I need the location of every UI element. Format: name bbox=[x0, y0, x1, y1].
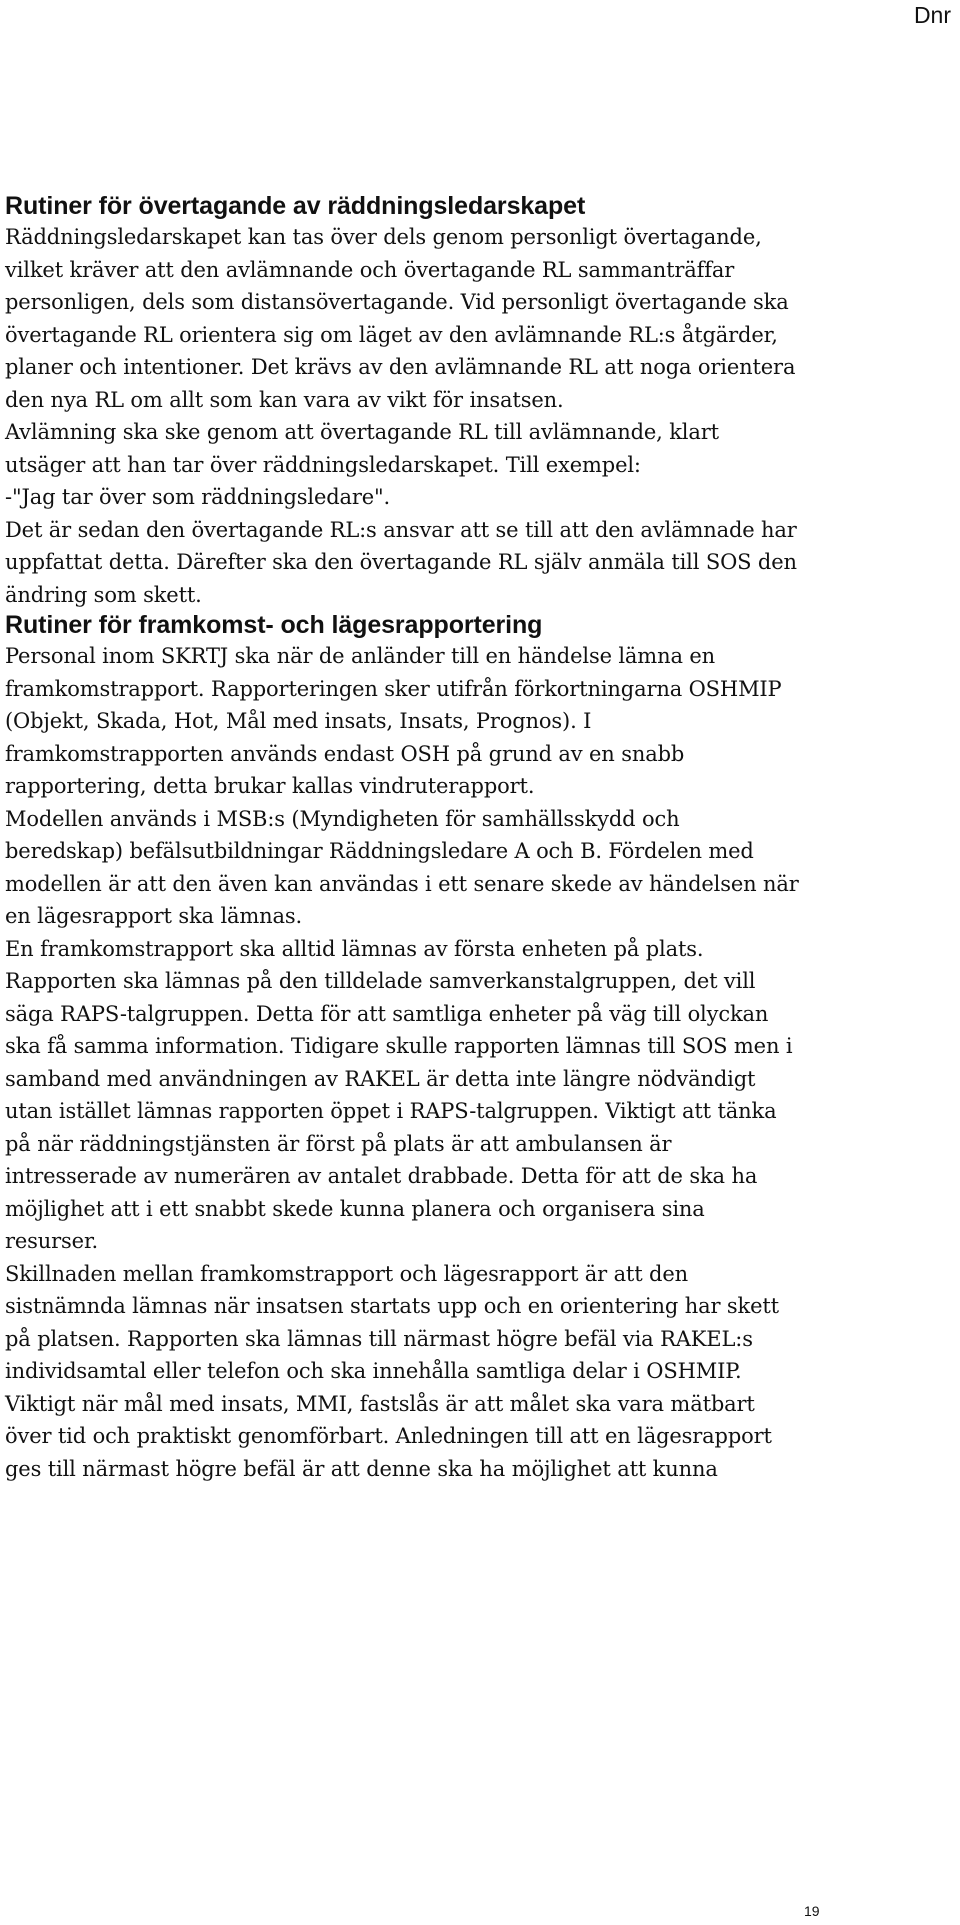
paragraph: Räddningsledarskapet kan tas över dels genom personligt övertagande, vilket kräver att den avlämnande och övertagande RL sammanträffar personligen, dels som distansövertagande. Vid personligt övertagande ska övertagande RL orientera sig om läget av den avlämnande RL:s åtgärder, planer och intentioner. Det krävs av den avlämnande RL att noga orientera den nya RL om allt som kan vara av vikt för insatsen. bbox=[5, 225, 796, 412]
paragraph: Avlämning ska ske genom att övertagande RL till avlämnande, klart utsäger att han tar över räddningsledarskapet. Till exempel: -"Jag tar över som räddningsledare". Det är sedan den övertagande RL:s ansvar att se till att den avlämnade har uppfattat detta. Därefter ska den övertagande RL själv anmäla till SOS den ändring som skett. bbox=[5, 420, 797, 607]
paragraph: Modellen används i MSB:s (Myndigheten för samhällsskydd och beredskap) befälsutbildningar Räddningsledare A och B. Fördelen med modellen är att den även kan användas i ett senare skede av händelsen när en lägesrapport ska lämnas. bbox=[5, 806, 799, 928]
document-body bbox=[5, 192, 957, 1485]
page-number: 19 bbox=[804, 1903, 820, 1919]
section-heading-framkomst: Rutiner för framkomst- och lägesrapportering bbox=[5, 611, 543, 639]
paragraph: Personal inom SKRTJ ska när de anländer till en händelse lämna en framkomstrapport. Rapporteringen sker utifrån förkortningarna OSHMIP (Objekt, Skada, Hot, Mål med insats, Insats, Prognos). I framkomstrapporten används endast OSH på grund av en snabb rapportering, detta brukar kallas vindruterapport. bbox=[5, 644, 782, 798]
section-heading-overtagande: Rutiner för övertagande av räddningsledarskapet bbox=[5, 192, 586, 220]
document-number-label: Dnr bbox=[913, 2, 951, 28]
paragraph: Skillnaden mellan framkomstrapport och lägesrapport är att den sistnämnda lämnas när insatsen startats upp och en orientering har skett på platsen. Rapporten ska lämnas till närmast högre befäl via RAKEL:s individsamtal eller telefon och ska innehålla samtliga delar i OSHMIP. Viktigt när mål med insats, MMI, fastslås är att målet ska vara mätbart över tid och praktiskt genomförbart. Anledningen till att en lägesrapport ges till närmast högre befäl är att denne ska ha möjlighet att kunna bbox=[5, 1261, 779, 1481]
paragraph: En framkomstrapport ska alltid lämnas av första enheten på plats. Rapporten ska lämnas på den tilldelade samverkanstalgruppen, det vill säga RAPS-talgruppen. Detta för att samtliga enheter på väg till olyckan ska få samma information. Tidigare skulle rapporten lämnas till SOS men i samband med användningen av RAKEL är detta inte längre nödvändigt utan istället lämnas rapporten öppet i RAPS-talgruppen. Viktigt att tänka på när räddningstjänsten är först på plats är att ambulansen är intresserade av numerären av antalet drabbade. Detta för att de ska ha möjlighet att i ett snabbt skede kunna planera och organisera sina resurser. bbox=[5, 936, 793, 1253]
